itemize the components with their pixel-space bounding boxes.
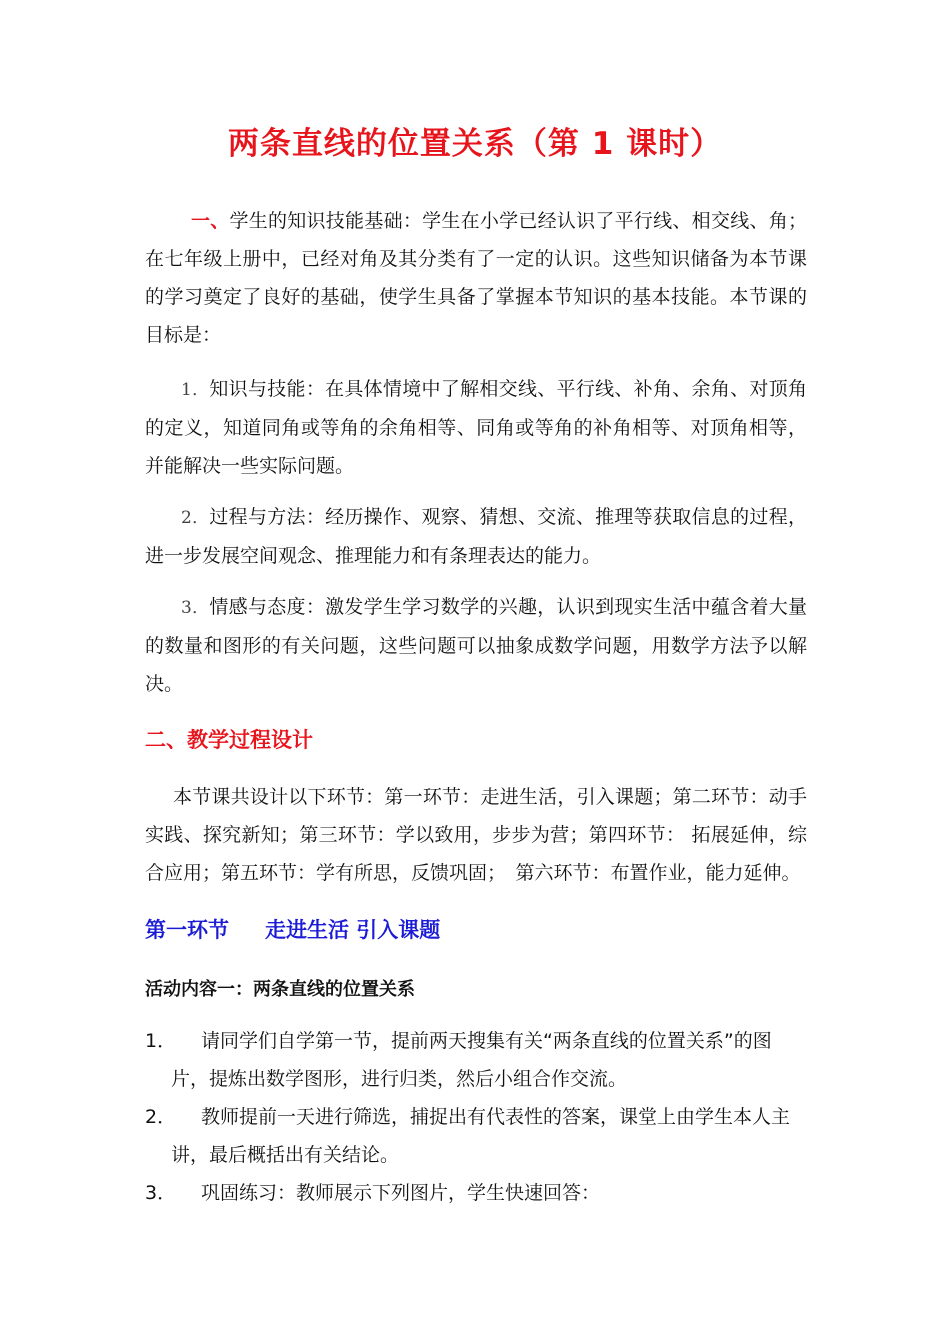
list-item xyxy=(145,1022,807,1098)
list-item-number: 3． xyxy=(145,1182,177,1204)
goal-3-text: 情感与态度：激发学生学习数学的兴趣，认识到现实生活中蕴含着大量的数量和图形的有关问题，这些问题可以抽象成数学问题，用数学方法予以解决。 xyxy=(145,596,807,695)
list-item-text: 教师提前一天进行筛选，捕捉出有代表性的答案，课堂上由学生本人主讲，最后概括出有关结论。 xyxy=(171,1106,791,1166)
goal-2 xyxy=(145,498,807,575)
list-item-number: 1． xyxy=(145,1030,177,1052)
section-1-intro-text: 学生的知识技能基础：学生在小学已经认识了平行线、相交线、角；在七年级上册中，已经对角及其分类有了一定的认识。这些知识储备为本节课的学习奠定了良好的基础，使学生具备了掌握本节知识的基本技能。本节课的目标是： xyxy=(145,210,807,346)
section-2-intro: 本节课共设计以下环节：第一环节：走进生活，引入课题；第二环节：动手实践、探究新知；第三环节：学以致用，步步为营；第四环节： 拓展延伸，综合应用；第五环节：学有所思，反馈巩固； 第六环节：布置作业，能力延伸。 xyxy=(145,786,807,884)
goal-1-text: 知识与技能：在具体情境中了解相交线、平行线、补角、余角、对顶角的定义，知道同角或等角的余角相等、同角或等角的补角相等、对顶角相等，并能解决一些实际问题。 xyxy=(145,378,807,477)
goal-2-number: 2． xyxy=(181,508,210,528)
goal-2-text: 过程与方法：经历操作、观察、猜想、交流、推理等获取信息的过程，进一步发展空间观念、推理能力和有条理表达的能力。 xyxy=(145,506,807,567)
goal-3 xyxy=(145,588,807,703)
list-item xyxy=(145,1174,807,1212)
section-1-heading: 一、 xyxy=(191,210,230,232)
list-item-number: 2． xyxy=(145,1106,177,1128)
list-item-text: 巩固练习：教师展示下列图片，学生快速回答： xyxy=(201,1182,601,1204)
goal-3-number: 3． xyxy=(181,598,210,618)
step-1-heading xyxy=(145,914,440,944)
activity-1-heading: 活动内容一：两条直线的位置关系 xyxy=(145,979,415,1000)
list-item-text: 请同学们自学第一节，提前两天搜集有关“两条直线的位置关系”的图片，提炼出数学图形，进行归类，然后小组合作交流。 xyxy=(171,1030,772,1090)
step-1-label: 第一环节 xyxy=(145,918,229,942)
step-1-title: 走进生活 引入课题 xyxy=(265,918,441,942)
goal-1 xyxy=(145,370,807,485)
goal-1-number: 1． xyxy=(181,380,210,400)
list-item xyxy=(145,1098,807,1174)
section-2-heading: 二、教学过程设计 xyxy=(145,728,313,752)
section-1-intro xyxy=(145,202,807,354)
document-title: 两条直线的位置关系（第 1 课时） xyxy=(227,126,723,162)
